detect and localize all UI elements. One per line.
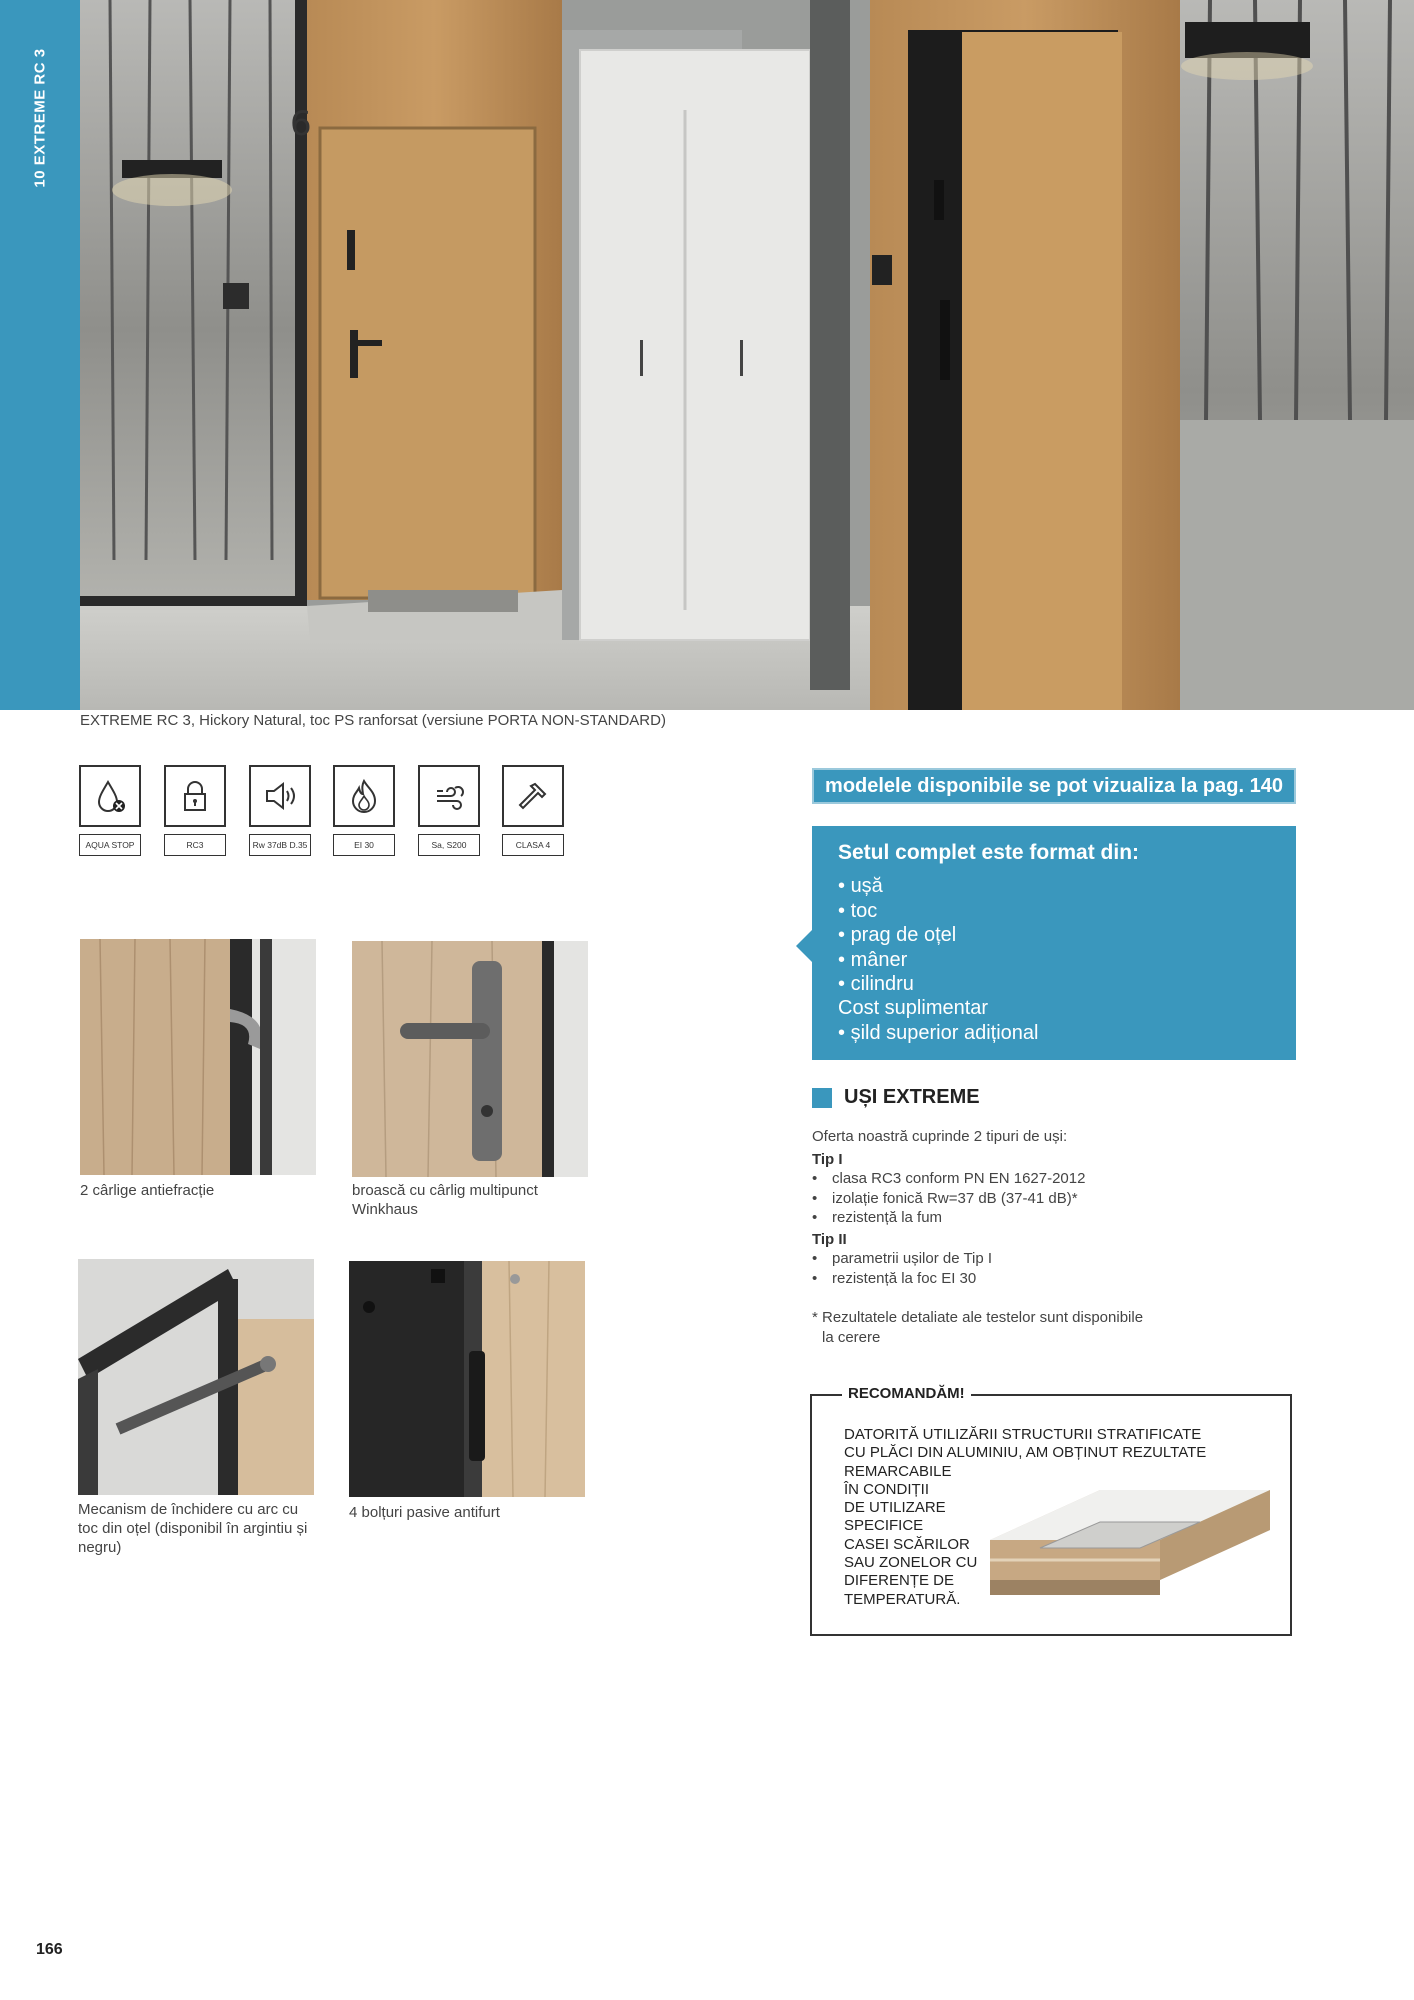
type1-heading: Tip I [812,1150,843,1168]
set-box [812,826,1296,1060]
fire-icon [344,776,384,816]
type1-item: • rezistență la fum [812,1208,1292,1228]
photo-bolts [349,1261,585,1497]
smoke-icon [429,776,469,816]
set-list [838,874,956,997]
water-drop-icon [90,776,130,816]
speaker-icon [260,776,300,816]
photo-closer-caption: Mecanism de închidere cu arc cu toc din oțel (disponibil în argintiu și negru) [78,1501,308,1556]
feature-fire [333,765,397,856]
feature-label: RC3 [164,834,226,856]
section-title: UȘI EXTREME [812,1086,980,1109]
set-extra-item: • șild superior adițional [838,1021,1039,1044]
models-banner: modelele disponibile se pot vizualiza la pag. 140 [812,768,1296,804]
feature-label: AQUA STOP [79,834,141,856]
set-item: • mâner [838,948,956,973]
feature-label: Sa, S200 [418,834,480,856]
recommend-text: DATORITĂ UTILIZĂRII STRUCTURII STRATIFICATE CU PLĂCI DIN ALUMINIU, AM OBȚINUT REZULTATE REMARCABILE ÎN CONDIȚII DE UTILIZARE SPECIFICE CASEI SCĂRILOR SAU ZONELOR CU DIFERENȚE DE TEMPERATURĂ. [844,1426,1207,1608]
type1-item: • izolație fonică Rw=37 dB (37-41 dB)* [812,1189,1292,1209]
feature-class4 [502,765,566,856]
photo-closer [78,1259,314,1495]
photo-hooks [80,939,316,1175]
door-crosssection-image [980,1470,1280,1620]
chapter-label: 10 EXTREME RC 3 [31,48,49,188]
footnote: * Rezultatele detaliate ale testelor sunt disponibile [812,1309,1144,1326]
recommend-box [810,1385,1292,1636]
page-number: 166 [36,1941,63,1958]
type2-item: • rezistență la foc EI 30 [812,1269,1292,1289]
feature-smoke [418,765,482,856]
svg-text:6: 6 [290,104,312,144]
set-item: • ușă [838,874,956,899]
section-marker [812,1088,832,1108]
feature-acoustic [249,765,313,856]
feature-label: CLASA 4 [502,834,564,856]
section-intro: Oferta noastră cuprinde 2 tipuri de uși: [812,1128,1068,1145]
set-item: • prag de oțel [838,923,956,948]
set-title: Setul complet este format din: [838,841,1140,864]
set-extra-title: Cost suplimentar [838,997,989,1019]
set-extra [838,996,1038,1045]
section-body [812,1127,1292,1347]
set-item: • toc [838,899,956,924]
photo-lock-caption: broască cu cârlig multipunct Winkhaus [352,1182,538,1218]
padlock-icon [175,776,215,816]
recommend-title: RECOMANDĂM! [842,1385,971,1402]
photo-hooks-caption: 2 cârlige antiefracție [80,1182,215,1199]
hero-caption: EXTREME RC 3, Hickory Natural, toc PS ranforsat (versiune PORTA NON-STANDARD) [80,712,666,729]
hammer-icon [513,776,553,816]
set-box-pointer [796,930,812,962]
photo-lock [352,941,588,1177]
type2-heading: Tip II [812,1230,847,1248]
type2-item: • parametrii ușilor de Tip I [812,1249,1292,1269]
hero-photo [80,0,1414,710]
feature-rc3 [164,765,228,856]
feature-label: Rw 37dB D.35 [249,834,311,856]
photo-bolts-caption: 4 bolțuri pasive antifurt [349,1504,500,1521]
chapter-tab [0,0,80,710]
set-item: • cilindru [838,972,956,997]
footnote-cont: la cerere [822,1328,881,1346]
type1-item: • clasa RC3 conform PN EN 1627-2012 [812,1169,1292,1189]
feature-label: EI 30 [333,834,395,856]
feature-aqua-stop [79,765,143,856]
